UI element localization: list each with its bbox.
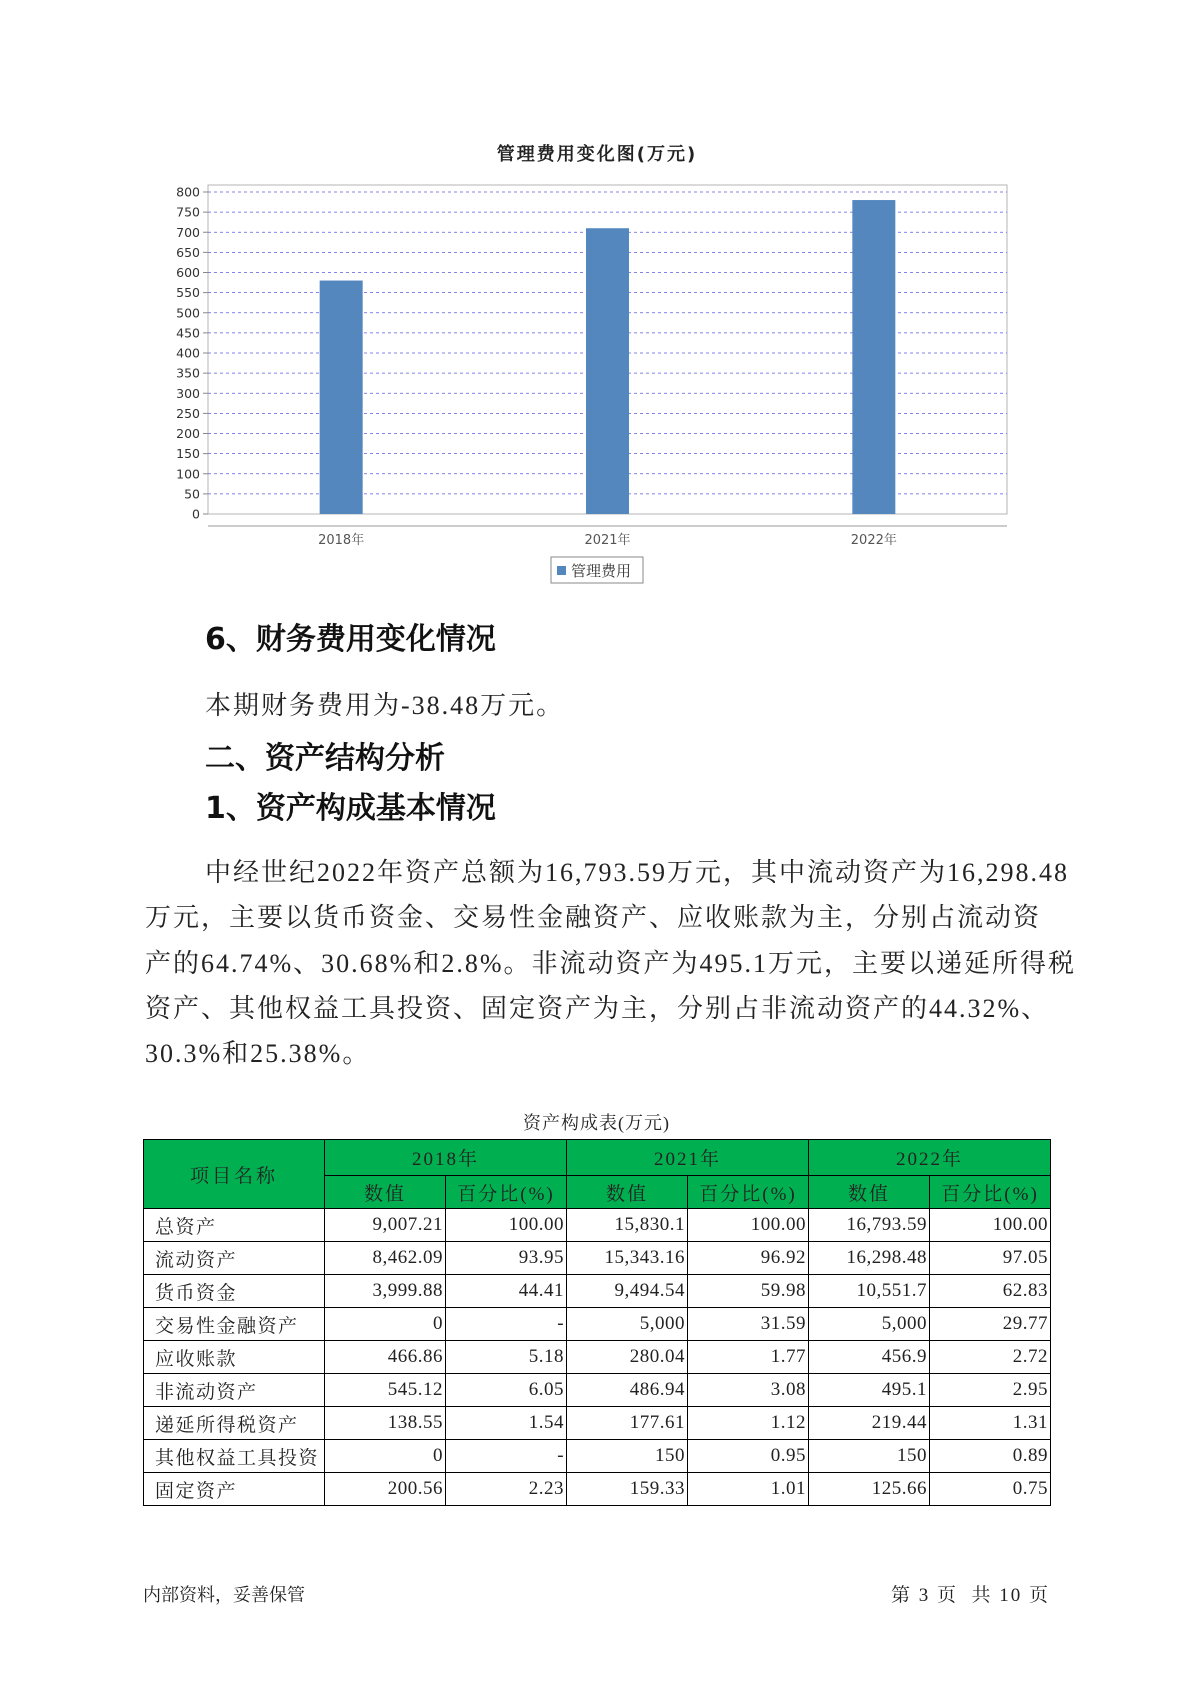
chart-legend (551, 557, 643, 583)
percent-2021: 100.00 (688, 1209, 809, 1242)
asset-composition-table (143, 1139, 1051, 1506)
paragraph-line: 万元，主要以货币资金、交易性金融资产、应收账款为主，分别占流动资 (145, 903, 1042, 933)
y-tick-label: 450 (176, 325, 200, 341)
table-row (144, 1374, 1051, 1407)
y-tick-label: 200 (176, 426, 200, 441)
x-tick-label: 2022年 (850, 533, 897, 548)
legend-label: 管理费用 (571, 562, 632, 580)
percent-2018: 44.41 (446, 1275, 567, 1308)
item-name: 应收账款 (144, 1341, 325, 1374)
value-2018: 466.86 (325, 1341, 446, 1374)
percent-2022: 62.83 (930, 1275, 1051, 1308)
y-tick-label: 300 (176, 385, 200, 401)
header-percent: 百分比(%) (688, 1176, 809, 1209)
item-name: 非流动资产 (144, 1374, 325, 1407)
percent-2021: 1.77 (688, 1341, 809, 1374)
percent-2021: 3.08 (688, 1374, 809, 1407)
value-2018: 9,007.21 (325, 1209, 446, 1242)
percent-2021: 1.01 (688, 1473, 809, 1506)
value-2022: 219.44 (809, 1407, 930, 1440)
y-axis-labels (176, 185, 200, 522)
value-2022: 495.1 (809, 1374, 930, 1407)
footer-page-number: 第 3 页 共 10 页 (890, 1585, 1050, 1606)
value-2021: 15,830.1 (567, 1209, 688, 1242)
percent-2022: 0.89 (930, 1440, 1051, 1473)
value-2022: 10,551.7 (809, 1275, 930, 1308)
value-2021: 159.33 (567, 1473, 688, 1506)
percent-2018: - (446, 1308, 567, 1341)
y-tick-label: 500 (176, 305, 200, 321)
y-tick-label: 150 (176, 446, 200, 462)
y-tick-label: 50 (184, 486, 200, 502)
y-tick-label: 0 (192, 506, 200, 522)
paragraph-line: 中经世纪2022年资产总额为16,793.59万元，其中流动资产为16,298.48 (205, 858, 1070, 887)
table-row (144, 1209, 1051, 1242)
percent-2022: 1.31 (930, 1407, 1051, 1440)
table-row (144, 1275, 1051, 1308)
item-name: 递延所得税资产 (144, 1407, 325, 1440)
value-2021: 5,000 (567, 1308, 688, 1341)
value-2021: 177.61 (567, 1407, 688, 1440)
expense-bar-chart (0, 130, 1191, 590)
header-value: 数值 (567, 1176, 688, 1209)
percent-2018: 5.18 (446, 1341, 567, 1374)
percent-2018: 6.05 (446, 1374, 567, 1407)
asset-composition-paragraph (145, 850, 1076, 1076)
paragraph-line: 产的64.74%、30.68%和2.8%。非流动资产为495.1万元，主要以递延所得税 (145, 948, 1076, 978)
value-2022: 5,000 (809, 1308, 930, 1341)
y-tick-label: 100 (176, 466, 200, 482)
percent-2022: 100.00 (930, 1209, 1051, 1242)
percent-2018: 2.23 (446, 1473, 567, 1506)
section-heading-asset-composition: 1、资产构成基本情况 (205, 791, 496, 826)
value-2022: 16,793.59 (809, 1209, 930, 1242)
item-name: 其他权益工具投资 (144, 1440, 325, 1473)
table-row (144, 1242, 1051, 1275)
y-tick-label: 600 (176, 265, 200, 280)
header-value: 数值 (809, 1176, 930, 1209)
percent-2022: 29.77 (930, 1308, 1051, 1341)
value-2021: 9,494.54 (567, 1275, 688, 1308)
footer-confidential-note: 内部资料，妥善保管 (143, 1585, 305, 1606)
section-heading-finance-expense: 6、财务费用变化情况 (205, 622, 496, 657)
value-2021: 15,343.16 (567, 1242, 688, 1275)
percent-2018: 100.00 (446, 1209, 567, 1242)
table-row (144, 1440, 1051, 1473)
y-tick-label: 400 (176, 345, 200, 361)
paragraph-line: 30.3%和25.38%。 (145, 1039, 371, 1069)
y-tick-label: 250 (176, 405, 200, 421)
header-percent: 百分比(%) (930, 1176, 1051, 1209)
chart-title: 管理费用变化图(万元) (496, 144, 698, 165)
item-name: 流动资产 (144, 1242, 325, 1275)
y-tick-label: 700 (176, 224, 200, 240)
value-2022: 150 (809, 1440, 930, 1473)
item-name: 固定资产 (144, 1473, 325, 1506)
value-2018: 3,999.88 (325, 1275, 446, 1308)
finance-expense-text: 本期财务费用为-38.48万元。 (205, 691, 565, 720)
percent-2018: - (446, 1440, 567, 1473)
value-2022: 125.66 (809, 1473, 930, 1506)
table-row (144, 1473, 1051, 1506)
percent-2022: 2.72 (930, 1341, 1051, 1374)
value-2018: 138.55 (325, 1407, 446, 1440)
percent-2022: 0.75 (930, 1473, 1051, 1506)
percent-2022: 97.05 (930, 1242, 1051, 1275)
y-tick-label: 750 (176, 204, 200, 220)
percent-2018: 93.95 (446, 1242, 567, 1275)
percent-2021: 0.95 (688, 1440, 809, 1473)
bar (320, 281, 363, 514)
legend-swatch (557, 566, 566, 575)
item-name: 交易性金融资产 (144, 1308, 325, 1341)
table-row (144, 1407, 1051, 1440)
percent-2018: 1.54 (446, 1407, 567, 1440)
bar (586, 228, 629, 514)
value-2018: 0 (325, 1440, 446, 1473)
header-value: 数值 (325, 1176, 446, 1209)
percent-2022: 2.95 (930, 1374, 1051, 1407)
value-2022: 16,298.48 (809, 1242, 930, 1275)
bar (852, 200, 895, 514)
value-2018: 8,462.09 (325, 1242, 446, 1275)
value-2018: 0 (325, 1308, 446, 1341)
percent-2021: 59.98 (688, 1275, 809, 1308)
header-percent: 百分比(%) (446, 1176, 567, 1209)
header-year-2022: 2022年 (809, 1140, 1051, 1176)
x-tick-label: 2018年 (318, 533, 365, 548)
part-heading-asset-structure: 二、资产结构分析 (205, 741, 445, 776)
value-2022: 456.9 (809, 1341, 930, 1374)
header-item-name: 项目名称 (144, 1140, 325, 1209)
value-2021: 486.94 (567, 1374, 688, 1407)
table-row (144, 1341, 1051, 1374)
value-2018: 545.12 (325, 1374, 446, 1407)
y-tick-label: 550 (176, 285, 200, 301)
percent-2021: 96.92 (688, 1242, 809, 1275)
header-year-2021: 2021年 (567, 1140, 809, 1176)
item-name: 货币资金 (144, 1275, 325, 1308)
y-tick-label: 800 (176, 184, 200, 200)
percent-2021: 1.12 (688, 1407, 809, 1440)
paragraph-line: 资产、其他权益工具投资、固定资产为主，分别占非流动资产的44.32%、 (145, 993, 1050, 1023)
x-tick-label: 2021年 (584, 533, 631, 548)
header-year-2018: 2018年 (325, 1140, 567, 1176)
y-tick-label: 650 (176, 244, 200, 260)
table-caption: 资产构成表(万元) (523, 1113, 670, 1133)
item-name: 总资产 (144, 1209, 325, 1242)
table-header-row (144, 1140, 1051, 1176)
y-tick-label: 350 (176, 365, 200, 381)
value-2021: 280.04 (567, 1341, 688, 1374)
table-row (144, 1308, 1051, 1341)
value-2018: 200.56 (325, 1473, 446, 1506)
value-2021: 150 (567, 1440, 688, 1473)
percent-2021: 31.59 (688, 1308, 809, 1341)
